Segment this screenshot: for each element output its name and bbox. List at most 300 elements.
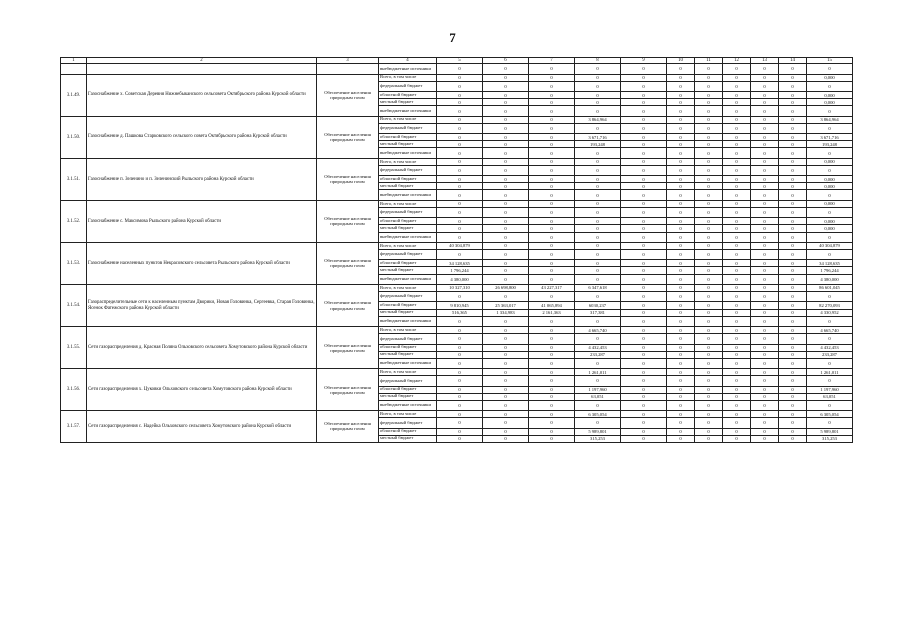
value-cell: 0 [723,292,751,302]
value-cell: 82 270,093 [807,302,853,309]
value-cell: 0 [807,358,853,368]
source-label: внебюджетные источники [379,316,437,326]
value-cell: 0 [621,190,667,200]
value-cell: 0 [667,302,695,309]
value-cell: 0 [779,74,807,81]
value-cell: 0 [483,292,529,302]
source-label: федеральный бюджет [379,292,437,302]
value-cell: 0 [751,344,779,351]
source-label: федеральный бюджет [379,165,437,175]
value-cell: 0 [529,292,575,302]
source-label: внебюджетные источники [379,148,437,158]
value-cell: 0 [437,428,483,435]
value-cell: 0 [807,400,853,410]
value-cell: 0 [529,327,575,334]
value-cell: 0 [529,358,575,368]
value-cell: 0 [667,284,695,291]
value-cell: 1 796,244 [807,267,853,274]
value-cell: 0 [779,358,807,368]
value-cell: 0 [667,232,695,242]
value-cell: 0 [575,418,621,428]
value-cell: 0 [667,116,695,123]
value-cell: 0 [437,200,483,207]
table-row [61,242,853,249]
value-cell: 0 [751,141,779,148]
value-cell: 0 [529,242,575,249]
value-cell: 0 [779,250,807,260]
value-cell: 317,381 [575,309,621,316]
value-cell: 0 [483,334,529,344]
value-cell: 0 [779,309,807,316]
value-cell: 0 [529,386,575,393]
source-label: областной бюджет [379,176,437,183]
value-cell: 0 [575,260,621,267]
value-cell: 0 [779,334,807,344]
value-cell: 0 [529,106,575,116]
value-cell: 0 [667,386,695,393]
value-cell: 0 [575,64,621,74]
value-cell: 0 [667,376,695,386]
value-cell: 0 [751,260,779,267]
source-label: федеральный бюджет [379,123,437,133]
value-cell: 0 [807,190,853,200]
value-cell: 0 [779,351,807,358]
value-cell: 0 [723,309,751,316]
value-cell: 0 [529,260,575,267]
source-label: областной бюджет [379,302,437,309]
value-cell: 0 [667,428,695,435]
source-label: федеральный бюджет [379,81,437,91]
project-name: Газоснабжение х. Советская Деревня Нижнебыканского сельсовета Октябрьского района Курской области [87,74,317,116]
value-cell: 0 [483,123,529,133]
value-cell: 0 [483,92,529,99]
project-number: 3.1.53. [61,242,87,284]
value-cell: 0 [807,123,853,133]
value-cell: 0 [575,106,621,116]
source-label: внебюджетные источники [379,106,437,116]
value-cell: 0 [483,81,529,91]
value-cell: 0 [779,242,807,249]
source-label: внебюджетные источники [379,64,437,74]
value-cell: 0 [621,106,667,116]
value-cell: 0 [529,200,575,207]
value-cell: 0 [529,428,575,435]
value-cell: 0 [695,400,723,410]
value-cell: 0 [695,218,723,225]
source-label: внебюджетные источники [379,358,437,368]
value-cell: 0 [751,218,779,225]
source-label: местный бюджет [379,309,437,316]
value-cell: 0 [779,267,807,274]
value-cell: 0 [779,232,807,242]
value-cell: 0 [667,274,695,284]
project-purpose: Обеспечение населения природным газом [317,284,379,326]
value-cell: 0 [621,302,667,309]
value-cell: 0 [621,369,667,376]
value-cell: 0 [437,207,483,217]
value-cell: 0 [723,183,751,190]
value-cell: 0 [483,190,529,200]
value-cell: 0 [751,393,779,400]
value-cell: 0 [621,260,667,267]
value-cell: 0 [751,99,779,106]
value-cell: 0 [667,134,695,141]
value-cell: 0 [751,106,779,116]
value-cell: 0 [779,134,807,141]
value-cell: 0 [723,386,751,393]
source-label: местный бюджет [379,351,437,358]
value-cell: 0 [575,176,621,183]
value-cell: 0 [723,376,751,386]
value-cell: 0 [667,183,695,190]
value-cell: 0 [529,218,575,225]
project-purpose: Обеспечение населения природным газом [317,200,379,242]
source-label: Всего, в том числе [379,411,437,418]
value-cell: 0,000 [807,176,853,183]
project-purpose: Обеспечение населения природным газом [317,327,379,369]
value-cell: 0 [695,99,723,106]
value-cell: 0 [807,334,853,344]
value-cell: 0 [575,148,621,158]
value-cell: 0 [575,165,621,175]
value-cell: 0 [723,344,751,351]
value-cell: 0 [667,218,695,225]
value-cell: 0 [695,260,723,267]
value-cell: 0 [621,334,667,344]
value-cell: 0 [483,64,529,74]
value-cell: 0 [751,316,779,326]
value-cell: 0 [621,400,667,410]
value-cell: 0,000 [807,158,853,165]
value-cell: 0 [483,200,529,207]
value-cell: 0 [723,302,751,309]
source-label: Всего, в том числе [379,327,437,334]
value-cell: 3 864,964 [807,116,853,123]
value-cell: 0 [483,242,529,249]
value-cell: 0 [779,369,807,376]
value-cell: 0 [575,218,621,225]
page-number: 7 [449,30,456,45]
project-name: Газораспределительные сети к населенным пунктам Дворики, Новая Головинка, Сергеевка, Старая Головинка, Ясенок Фатежского района Курской области [87,284,317,326]
value-cell: 0 [667,267,695,274]
value-cell: 0 [751,148,779,158]
value-cell: 0 [695,358,723,368]
value-cell: 0 [437,81,483,91]
value-cell: 0 [667,207,695,217]
value-cell: 0 [723,74,751,81]
project-purpose: Обеспечение населения природным газом [317,242,379,284]
value-cell: 0 [723,334,751,344]
value-cell: 0 [621,242,667,249]
project-name: Газоснабжение с. Максимова Рыльского района Курской области [87,200,317,242]
value-cell: 0 [483,376,529,386]
value-cell: 0 [437,369,483,376]
value-cell: 4 380,000 [437,274,483,284]
value-cell: 0 [483,418,529,428]
value-cell: 0 [437,92,483,99]
table-row [61,158,853,165]
value-cell: 0 [807,376,853,386]
value-cell: 0 [667,165,695,175]
value-cell: 0 [807,148,853,158]
value-cell: 0 [529,165,575,175]
value-cell: 0 [483,134,529,141]
value-cell: 0 [529,267,575,274]
value-cell: 25 363,017 [483,302,529,309]
value-cell: 0 [779,284,807,291]
value-cell: 0 [695,327,723,334]
value-cell: 63,051 [807,393,853,400]
value-cell: 0 [695,158,723,165]
value-cell: 0 [621,116,667,123]
source-label: Всего, в том числе [379,242,437,249]
value-cell: 0 [621,358,667,368]
value-cell: 0 [621,292,667,302]
value-cell: 0 [695,376,723,386]
value-cell: 0 [779,200,807,207]
value-cell: 0 [751,92,779,99]
value-cell: 0 [695,165,723,175]
value-cell: 0 [529,81,575,91]
value-cell: 0 [723,200,751,207]
value-cell: 0 [723,207,751,217]
value-cell: 0 [779,400,807,410]
value-cell: 0 [807,165,853,175]
column-number: 3 [317,58,379,64]
value-cell: 0 [483,267,529,274]
value-cell: 0 [751,274,779,284]
value-cell: 0 [529,64,575,74]
value-cell: 0 [437,316,483,326]
value-cell: 0 [437,99,483,106]
value-cell: 0 [529,92,575,99]
value-cell: 0 [751,267,779,274]
value-cell: 0 [575,274,621,284]
value-cell: 0 [575,358,621,368]
value-cell: 0 [779,292,807,302]
value-cell: 0 [751,176,779,183]
value-cell: 0 [723,418,751,428]
value-cell: 0 [529,400,575,410]
value-cell: 0 [529,123,575,133]
value-cell: 0 [667,74,695,81]
source-label: внебюджетные источники [379,274,437,284]
value-cell: 0 [751,435,779,442]
value-cell: 0 [695,334,723,344]
value-cell: 0 [751,369,779,376]
value-cell: 0 [751,284,779,291]
value-cell: 0 [723,123,751,133]
value-cell: 0 [529,176,575,183]
value-cell: 0 [575,207,621,217]
value-cell: 0 [483,218,529,225]
value-cell: 0 [483,99,529,106]
value-cell: 0 [667,176,695,183]
value-cell: 0 [667,351,695,358]
value-cell: 0 [695,92,723,99]
value-cell: 0 [483,116,529,123]
value-cell: 0 [751,232,779,242]
value-cell: 4 380,000 [807,274,853,284]
value-cell: 0 [437,183,483,190]
project-number: 3.1.52. [61,200,87,242]
value-cell: 0 [751,81,779,91]
value-cell: 0 [437,292,483,302]
value-cell: 9 810,945 [437,302,483,309]
value-cell: 0 [483,207,529,217]
value-cell: 0 [575,158,621,165]
project-name: Газоснабжение п. Зеленино и п. Зеленинский Рыльского района Курской области [87,158,317,200]
value-cell: 0 [483,316,529,326]
value-cell: 0 [667,260,695,267]
value-cell: 0 [751,418,779,428]
value-cell: 0 [695,141,723,148]
value-cell: 0 [779,99,807,106]
value-cell: 1 261,011 [575,369,621,376]
value-cell: 0 [667,200,695,207]
value-cell: 4 665,740 [575,327,621,334]
source-label: областной бюджет [379,428,437,435]
source-label: областной бюджет [379,92,437,99]
value-cell: 0 [723,158,751,165]
value-cell: 0 [437,190,483,200]
value-cell: 0 [437,418,483,428]
value-cell: 0 [483,327,529,334]
value-cell: 0 [529,393,575,400]
value-cell: 0 [621,316,667,326]
value-cell: 0 [437,218,483,225]
column-number: 10 [667,58,695,64]
value-cell: 3 671,716 [807,134,853,141]
source-label: федеральный бюджет [379,376,437,386]
value-cell: 0 [751,116,779,123]
value-cell: 0 [621,274,667,284]
value-cell: 0 [483,106,529,116]
value-cell: 34 128,635 [437,260,483,267]
value-cell: 0,000 [807,183,853,190]
value-cell: 0 [575,81,621,91]
value-cell: 0 [529,376,575,386]
value-cell: 0 [751,302,779,309]
value-cell: 0 [667,327,695,334]
project-number: 3.1.54. [61,284,87,326]
value-cell: 0 [621,123,667,133]
value-cell: 0 [723,327,751,334]
project-purpose: Обеспечение населения природным газом [317,74,379,116]
value-cell: 0 [575,292,621,302]
value-cell: 0 [437,74,483,81]
source-label: федеральный бюджет [379,250,437,260]
value-cell: 0 [723,242,751,249]
project-purpose: Обеспечение населения природным газом [317,158,379,200]
value-cell: 6 305,054 [807,411,853,418]
value-cell: 0 [723,411,751,418]
source-label: Всего, в том числе [379,158,437,165]
value-cell: 4 432,453 [575,344,621,351]
column-number: 4 [379,58,437,64]
value-cell: 0 [529,334,575,344]
value-cell: 0 [779,81,807,91]
project-number: 3.1.56. [61,369,87,411]
value-cell: 0 [621,64,667,74]
value-cell: 0 [529,116,575,123]
value-cell: 0 [575,99,621,106]
value-cell: 0 [723,148,751,158]
value-cell: 0 [695,344,723,351]
value-cell: 0 [483,158,529,165]
value-cell: 0 [575,225,621,232]
value-cell: 0 [483,274,529,284]
value-cell: 0 [667,292,695,302]
column-number: 9 [621,58,667,64]
value-cell: 40 304,879 [807,242,853,249]
value-cell: 0,000 [807,92,853,99]
value-cell: 0 [751,334,779,344]
value-cell: 0,000 [807,225,853,232]
value-cell: 0,000 [807,99,853,106]
value-cell: 0 [779,225,807,232]
value-cell: 233,287 [575,351,621,358]
value-cell: 0 [575,334,621,344]
value-cell: 0 [667,369,695,376]
value-cell: 0 [437,158,483,165]
table-row [61,200,853,207]
value-cell: 0 [695,190,723,200]
value-cell: 40 304,879 [437,242,483,249]
value-cell: 1 796,244 [437,267,483,274]
value-cell: 0 [483,148,529,158]
value-cell: 0 [723,351,751,358]
value-cell: 0 [437,334,483,344]
value-cell: 0 [483,400,529,410]
value-cell: 0 [667,435,695,442]
table-row [61,369,853,376]
empty-cell [317,64,379,74]
value-cell: 0 [695,284,723,291]
value-cell: 0 [779,428,807,435]
value-cell: 0 [483,141,529,148]
table-row [61,411,853,418]
value-cell: 0 [779,302,807,309]
value-cell: 0 [779,64,807,74]
value-cell: 0 [621,176,667,183]
value-cell: 3 671,716 [575,134,621,141]
value-cell: 26 698,800 [483,284,529,291]
value-cell: 0 [695,292,723,302]
table-row [61,74,853,81]
value-cell: 41 065,894 [529,302,575,309]
value-cell: 0 [621,81,667,91]
value-cell: 0 [529,250,575,260]
value-cell: 4 330,952 [807,309,853,316]
value-cell: 0 [723,435,751,442]
value-cell: 0 [529,344,575,351]
value-cell: 0 [751,428,779,435]
value-cell: 193,248 [807,141,853,148]
value-cell: 0 [437,344,483,351]
value-cell: 0 [695,64,723,74]
value-cell: 0 [575,400,621,410]
value-cell: 0 [779,106,807,116]
value-cell: 0 [723,134,751,141]
value-cell: 0 [575,190,621,200]
value-cell: 0 [529,141,575,148]
value-cell: 0 [483,74,529,81]
value-cell: 0 [779,274,807,284]
value-cell: 0 [779,158,807,165]
value-cell: 0 [621,267,667,274]
table-row [61,284,853,291]
